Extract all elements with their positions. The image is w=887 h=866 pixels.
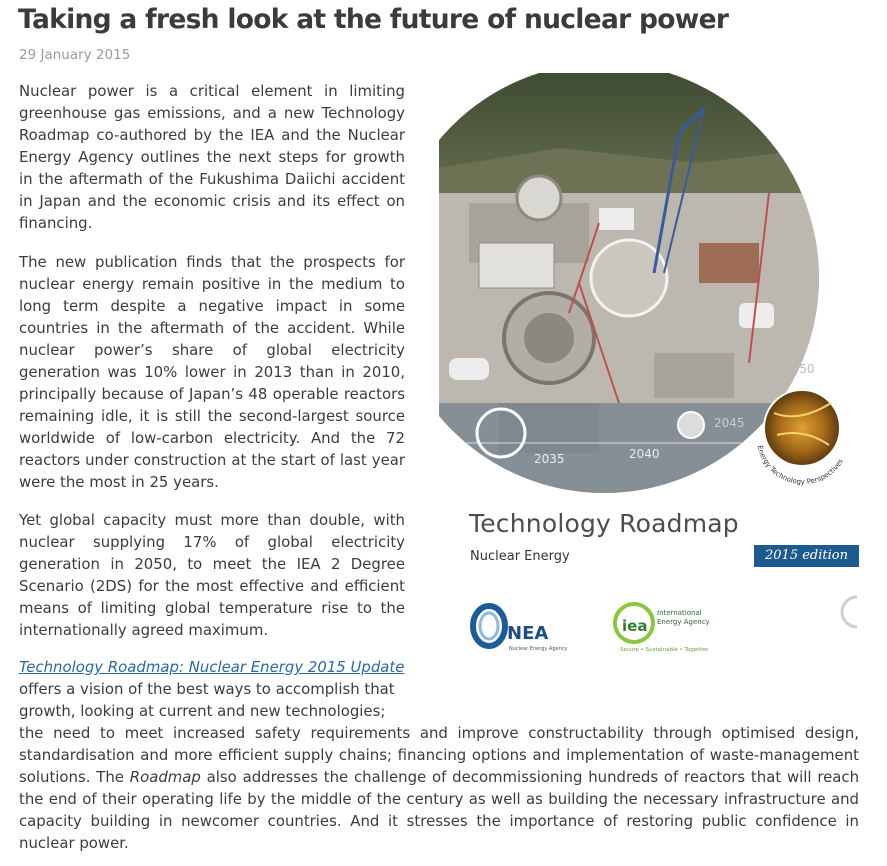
paragraph-capacity: Yet global capacity must more than double, with nuclear supplying 17% of global electricity generation in 2050, to meet the IEA 2 Degree Scenario (2DS) for the most effective and efficient means of limiting global temperature rise to the internationally agreed maximum.: [19, 511, 405, 639]
nea-logo-text: NEA: [507, 623, 549, 644]
iea-name-line2: Energy Agency: [657, 618, 710, 626]
paragraph-roadmap-continued: [19, 722, 859, 854]
paragraph-roadmap-text-1: offers a vision of the best ways to accomplish that growth, looking at current and new technologies;: [19, 680, 395, 720]
paragraph-intro: Nuclear power is a critical element in limiting greenhouse gas emissions, and a new Technology Roadmap co-authored by the IEA and the Nuclear Energy Agency outlines the next steps for growth in the aftermath of the Fukushima Daiichi accident in Japan and the economic crisis and its effect on financing.: [19, 82, 405, 232]
publisher-logos: [467, 601, 797, 661]
paragraph-roadmap-start: [19, 656, 405, 722]
roadmap-publication-link[interactable]: Technology Roadmap: Nuclear Energy 2015 Update: [19, 658, 405, 676]
cover-subtitle: Nuclear Energy: [470, 549, 570, 564]
badge-text: Energy Technology Perspectives: [755, 444, 845, 487]
construction-site-photo: [439, 73, 859, 493]
decorative-arc: [832, 593, 859, 631]
iea-name-line1: International: [657, 609, 702, 617]
report-cover-image[interactable]: [439, 73, 859, 663]
paragraph-roadmap-text-2: the need to meet increased safety requirements and improve constructability through optimised design, standardisation and more efficient supply chains; financing options and implementation of waste-management solutions. The: [19, 724, 859, 786]
cover-title: Technology Roadmap: [469, 509, 739, 538]
timeline-year-2035: 2035: [534, 452, 565, 466]
nea-caption: Nuclear Energy Agency: [509, 646, 568, 652]
paragraph-findings: The new publication finds that the prospects for nuclear energy remain positive in the medium to long term despite a negative impact in some countries in the aftermath of the accident. While nuclear power’s share of global electricity generation was 10% lower in 2013 than in 2010, principally because of Japan’s 48 operable reactors remaining idle, it is still the second-largest source worldwide of low-carbon electricity. And the 72 reactors under construction at the start of last year were the most in 25 years.: [19, 253, 405, 491]
iea-logo-text: iea: [622, 617, 648, 635]
iea-tagline: Secure • Sustainable • Together: [620, 647, 709, 653]
iea-logo: [615, 604, 710, 653]
nea-logo: [473, 606, 568, 652]
article-date: 29 January 2015: [19, 47, 131, 63]
timeline-year-2050: 2050: [784, 362, 815, 376]
paragraph-roadmap-text-3: also addresses the challenge of decommissioning hundreds of reactors that will reach the end of their operating life by the middle of the century as well as building the necessary infrastructure and capacity building in newcomer countries. And it stresses the importance of restoring public confidence in nuclear power.: [19, 768, 860, 852]
roadmap-emphasis: Roadmap: [129, 768, 201, 786]
timeline-year-2045: 2045: [714, 416, 745, 430]
article-title: Taking a fresh look at the future of nuclear power: [18, 4, 729, 35]
edition-badge: 2015 edition: [754, 545, 859, 567]
timeline-year-2040: 2040: [629, 447, 660, 461]
